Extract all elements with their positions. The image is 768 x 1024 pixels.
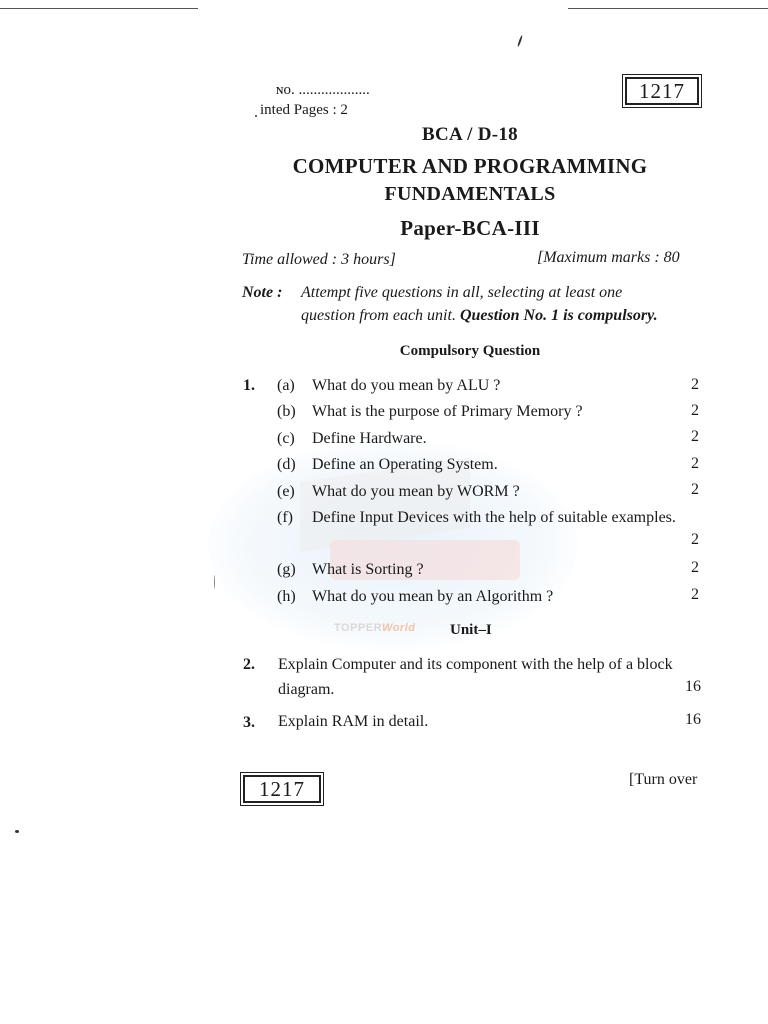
q1b-text: What is the purpose of Primary Memory ? xyxy=(312,403,583,420)
maximum-marks: [Maximum marks : 80 xyxy=(537,249,680,266)
q1b-marks: 2 xyxy=(691,402,699,419)
scan-dot xyxy=(255,115,257,117)
q1e-marks: 2 xyxy=(691,481,699,498)
note-line2-bold: Question No. 1 is compulsory. xyxy=(459,307,658,324)
scan-dot xyxy=(15,830,19,833)
q1c-marks: 2 xyxy=(691,428,699,445)
q1d-marks: 2 xyxy=(691,455,699,472)
watermark-brand-a: TOPPER xyxy=(334,622,383,634)
q2-line2: diagram. xyxy=(278,681,335,698)
scan-mark xyxy=(517,35,523,47)
q1e-text: What do you mean by WORM ? xyxy=(312,483,520,500)
compulsory-heading: Compulsory Question xyxy=(399,343,541,359)
scan-top-edge-left xyxy=(0,8,198,9)
q1f-text: Define Input Devices with the help of suitable examples. xyxy=(312,509,676,526)
q1a-text: What do you mean by ALU ? xyxy=(312,377,501,394)
time-allowed: Time allowed : 3 hours] xyxy=(242,251,396,268)
q2-line1: Explain Computer and its component with the help of a block xyxy=(278,656,673,673)
note-line2-plain: question from each unit. xyxy=(301,307,456,324)
watermark-text xyxy=(334,622,416,634)
scan-mark xyxy=(214,575,215,589)
paper-code-top: 1217 xyxy=(625,77,699,105)
paper-title-line2: FUNDAMENTALS xyxy=(384,183,556,205)
q1-number: 1. xyxy=(243,377,255,394)
q1c-label: (c) xyxy=(277,430,295,447)
course-code: BCA / D-18 xyxy=(422,124,518,145)
q1f-marks: 2 xyxy=(691,531,699,548)
paper-code-bottom: 1217 xyxy=(243,775,321,803)
q1h-text: What do you mean by an Algorithm ? xyxy=(312,588,554,605)
q1g-label: (g) xyxy=(277,561,296,578)
q3-marks: 16 xyxy=(685,711,701,728)
note-label: Note : xyxy=(242,284,283,301)
q2-number: 2. xyxy=(243,656,255,673)
q1e-label: (e) xyxy=(277,483,295,500)
paper-title-line1: COMPUTER AND PROGRAMMING xyxy=(292,154,648,178)
q3-text: Explain RAM in detail. xyxy=(278,713,429,730)
roll-number-field: ɴo. ................... xyxy=(276,82,370,98)
q1g-text: What is Sorting ? xyxy=(312,561,424,578)
q1d-label: (d) xyxy=(277,456,296,473)
q1f-label: (f) xyxy=(277,509,293,526)
q1h-label: (h) xyxy=(277,588,296,605)
q1g-marks: 2 xyxy=(691,559,699,576)
watermark-brand-b: World xyxy=(382,622,416,634)
q1a-marks: 2 xyxy=(691,376,699,393)
q3-number: 3. xyxy=(243,714,255,731)
unit1-heading: Unit–I xyxy=(450,622,492,638)
scan-top-edge-right xyxy=(568,8,768,9)
q1b-label: (b) xyxy=(277,403,296,420)
printed-pages: inted Pages : 2 xyxy=(260,102,348,118)
note-line2 xyxy=(301,307,658,325)
turn-over-note: [Turn over xyxy=(629,771,698,788)
paper-number: Paper-BCA-III xyxy=(400,216,540,240)
q1c-text: Define Hardware. xyxy=(312,430,427,447)
q1a-label: (a) xyxy=(277,377,295,394)
q1d-text: Define an Operating System. xyxy=(312,456,498,473)
q1h-marks: 2 xyxy=(691,586,699,603)
q2-marks: 16 xyxy=(685,678,701,695)
note-line1: Attempt five questions in all, selecting at least one xyxy=(301,284,623,301)
